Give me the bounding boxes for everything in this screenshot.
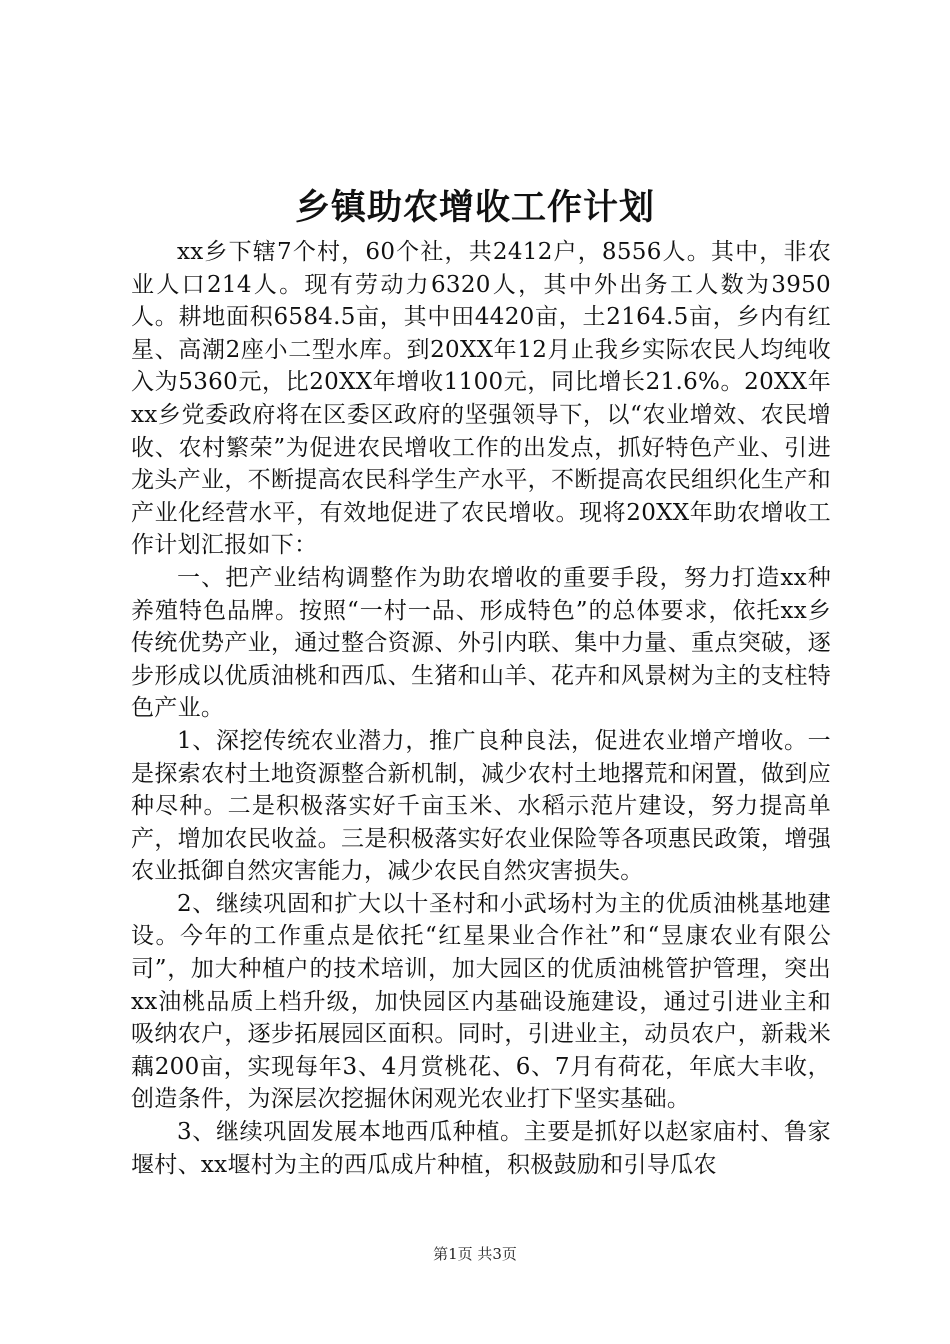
document-title: 乡镇助农增收工作计划 (294, 188, 655, 228)
paragraph-item-2: 2、继续巩固和扩大以十圣村和小武场村为主的优质油桃基地建设。今年的工作重点是依托“红星果业合作社”和“昱康农业有限公司”，加大种植户的技术培训，加大园区的优质油桃管护管理，突出xx油桃品质上档升级，加快园区内基础设施建设，通过引进业主和吸纳农户，逐步拓展园区面积。同时，引进业主，动员农户，新栽米藕200亩，实现每年3、4月赏桃花、6、7月有荷花，年底大丰收，创造条件，为深层次挖掘休闲观光农业打下坚实基础。 (131, 890, 831, 1113)
paragraph-intro: xx乡下辖7个村，60个社，共2412户，8556人。其中，非农业人口214人。现有劳动力6320人，其中外出务工人数为3950人。耕地面积6584.5亩，其中田4420亩，土2164.5亩，乡内有红星、高潮2座小二型水库。到20XX年12月止我乡实际农民人均纯收入为5360元，比20XX年增收1100元，同比增长21.6%。20XX年xx乡党委政府将在区委区政府的坚强领导下，以“农业增效、农民增收、农村繁荣”为促进农民增收工作的出发点，抓好特色产业、引进龙头产业，不断提高农民科学生产水平，不断提高农民组织化生产和产业化经营水平，有效地促进了农民增收。现将20XX年助农增收工作计划汇报如下： (131, 239, 831, 559)
paragraph-item-3: 3、继续巩固发展本地西瓜种植。主要是抓好以赵家庙村、鲁家堰村、xx堰村为主的西瓜成片种植，积极鼓励和引导瓜农 (131, 1119, 831, 1178)
page-footer: 第1页 共3页 (433, 1245, 517, 1263)
paragraph-item-1: 1、深挖传统农业潜力，推广良种良法，促进农业增产增收。一是探索农村土地资源整合新机制，减少农村土地撂荒和闲置，做到应种尽种。二是积极落实好千亩玉米、水稻示范片建设，努力提高单产，增加农民收益。三是积极落实好农业保险等各项惠民政策，增强农业抵御自然灾害能力，减少农民自然灾害损失。 (131, 727, 831, 885)
paragraph-section-1: 一、把产业结构调整作为助农增收的重要手段，努力打造xx种养殖特色品牌。按照“一村一品、形成特色”的总体要求，依托xx乡传统优势产业，通过整合资源、外引内联、集中力量、重点突破，逐步形成以优质油桃和西瓜、生猪和山羊、花卉和风景树为主的支柱特色产业。 (131, 564, 831, 722)
document-body (131, 236, 831, 1181)
